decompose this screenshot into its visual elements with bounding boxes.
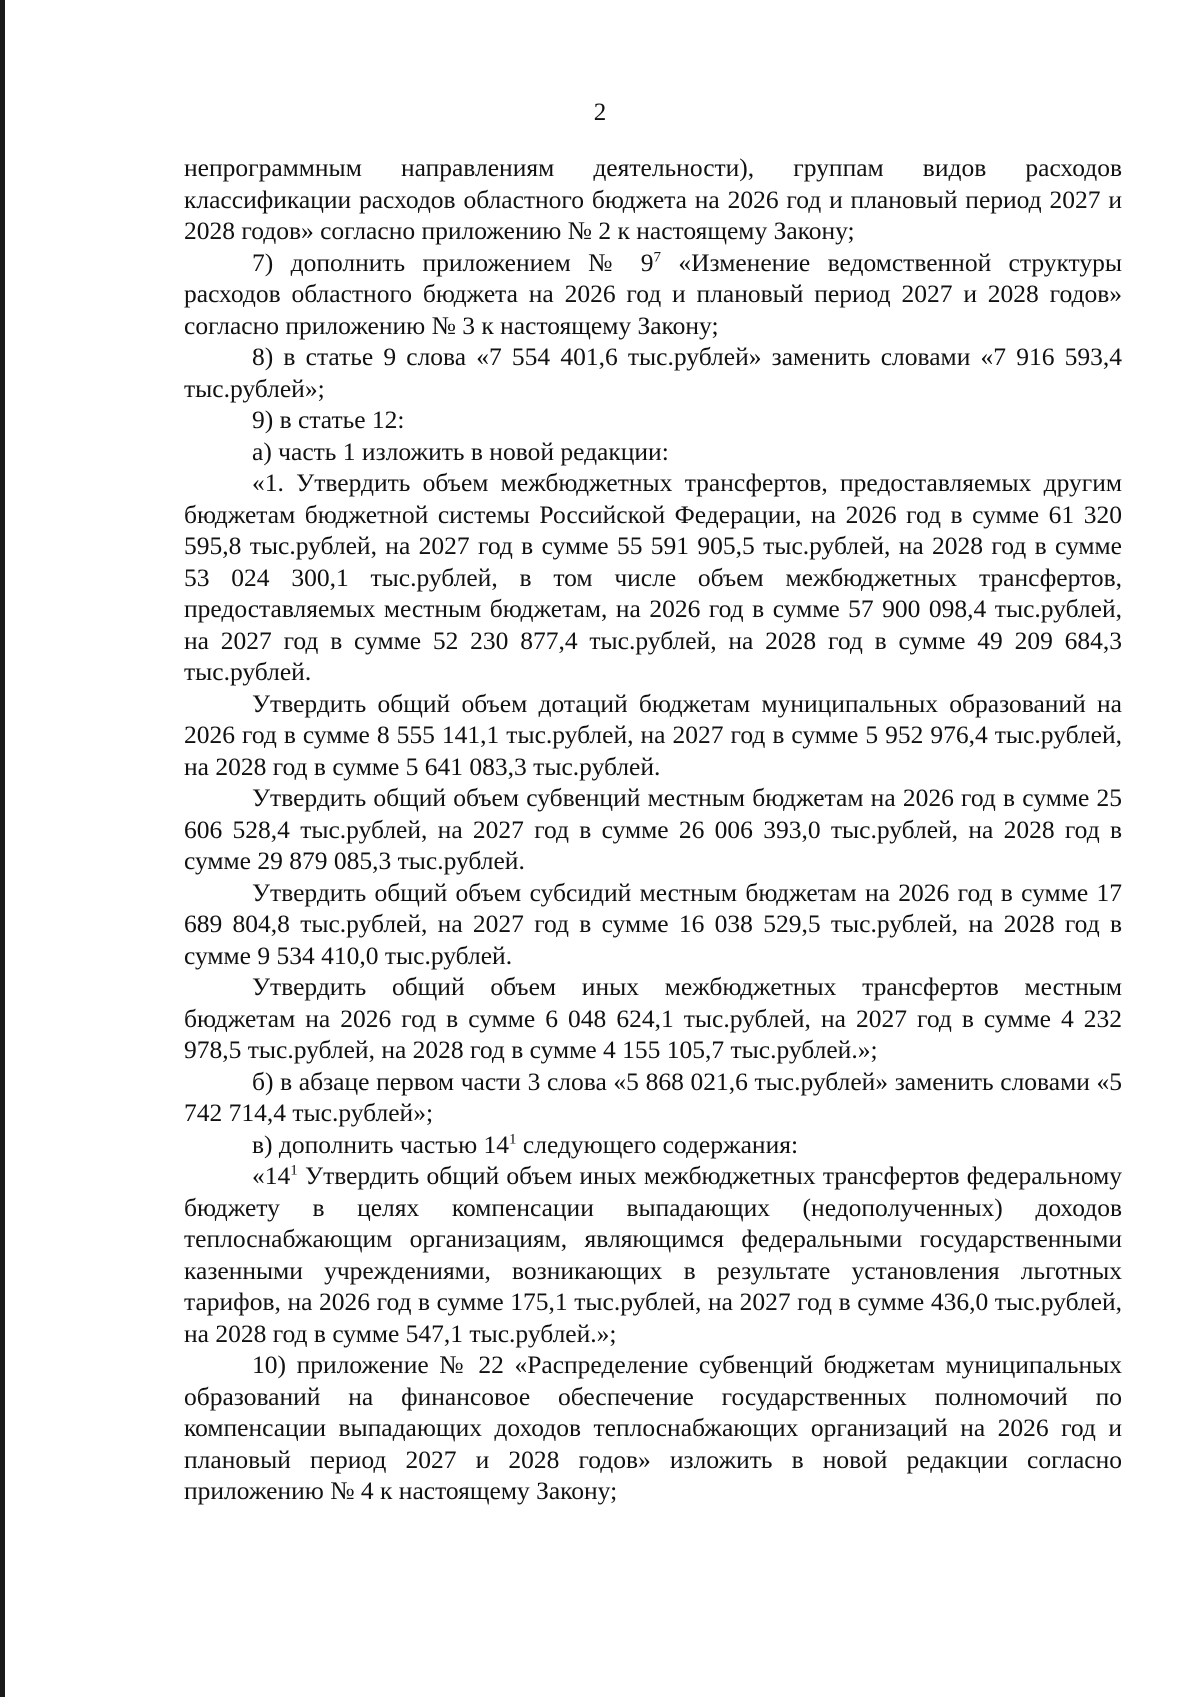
paragraph: б) в абзаце первом части 3 слова «5 868 021,6 тыс.рублей» заменить словами «5 742 714,4 тыс.рублей»; — [184, 1066, 1122, 1127]
paragraph-text: в) дополнить частью 14 — [252, 1129, 510, 1159]
paragraph-text: следующего содержания: — [516, 1129, 799, 1159]
paragraph — [184, 247, 1122, 342]
paragraph: 9) в статье 12: — [252, 405, 405, 434]
paragraph: непрограммным направлениям деятельности), группам видов расходов классификации расходов областного бюджета на 2026 год и плановый период 2027 и 2028 годов» согласно приложению № 2 к настоящему Закону; — [184, 153, 1122, 245]
paragraph: «1. Утвердить объем межбюджетных трансфертов, предоставляемых другим бюджетам бюджетной системы Российской Федерации, на 2026 год в сумме 61 320 595,8 тыс.рублей, на 2027 год в сумме 55 591 905,5 тыс.рублей, на 2028 год в сумме 53 024 300,1 тыс.рублей, в том числе объем межбюджетных трансфертов, предоставляемых местным бюджетам, на 2026 год в сумме 57 900 098,4 тыс.рублей, на 2027 год в сумме 52 230 877,4 тыс.рублей, на 2028 год в сумме 49 209 684,3 тыс.рублей. — [184, 468, 1122, 686]
paragraph: Утвердить общий объем дотаций бюджетам муниципальных образований на 2026 год в сумме 8 555 141,1 тыс.рублей, на 2027 год в сумме 5 952 976,4 тыс.рублей, на 2028 год в сумме 5 641 083,3 тыс.рублей. — [184, 688, 1122, 781]
paragraph: 10) приложение № 22 «Распределение субвенций бюджетам муниципальных образований на финансовое обеспечение государственных полномочий по компенсации выпадающих доходов теплоснабжающих организаций на 2026 год и плановый период 2027 и 2028 годов» изложить в новой редакции согласно приложению № 4 к настоящему Закону; — [184, 1350, 1122, 1505]
page-number: 2 — [593, 99, 607, 126]
paragraph-text: Утвердить общий объем иных межбюджетных трансфертов федеральному бюджету в целях компенсации выпадающих (недополученных) доходов теплоснабжающим организациям, являющимся федеральными государственными казенными учреждениями, возникающих в результате установления льготных тарифов, на 2026 год в сумме 175,1 тыс.рублей, на 2027 год в сумме 436,0 тыс.рублей, на 2028 год в сумме 547,1 тыс.рублей.»; — [184, 1161, 1122, 1348]
superscript: 1 — [509, 1131, 517, 1147]
paragraph-text: «Изменение ведомственной структуры расходов областного бюджета на 2026 год и плановый период 2027 и 2028 годов» согласно приложению № 3 к настоящему Закону; — [184, 247, 1122, 340]
superscript: 1 — [290, 1162, 298, 1179]
superscript: 7 — [653, 249, 661, 265]
paragraph: 8) в статье 9 слова «7 554 401,6 тыс.рублей» заменить словами «7 916 593,4 тыс.рублей»; — [184, 342, 1122, 403]
paragraph-text: 7) дополнить приложением № 9 — [252, 247, 654, 277]
paragraph: Утвердить общий объем субсидий местным бюджетам на 2026 год в сумме 17 689 804,8 тыс.рублей, на 2027 год в сумме 16 038 529,5 тыс.рублей, на 2028 год в сумме 9 534 410,0 тыс.рублей. — [184, 877, 1122, 970]
scan-edge — [0, 0, 5, 1697]
paragraph: Утвердить общий объем иных межбюджетных трансфертов местным бюджетам на 2026 год в сумме 6 048 624,1 тыс.рублей, на 2027 год в сумме 4 232 978,5 тыс.рублей, на 2028 год в сумме 4 155 105,7 тыс.рублей.»; — [184, 972, 1122, 1064]
paragraph — [184, 1129, 1122, 1161]
paragraph: а) часть 1 изложить в новой редакции: — [252, 436, 669, 466]
paragraph: Утвердить общий объем субвенций местным бюджетам на 2026 год в сумме 25 606 528,4 тыс.рублей, на 2027 год в сумме 26 006 393,0 тыс.рублей, на 2028 год в сумме 29 879 085,3 тыс.рублей. — [184, 783, 1122, 875]
paragraph — [184, 1160, 1122, 1349]
paragraph-text: «14 — [252, 1161, 291, 1190]
document-body — [184, 152, 1122, 1507]
